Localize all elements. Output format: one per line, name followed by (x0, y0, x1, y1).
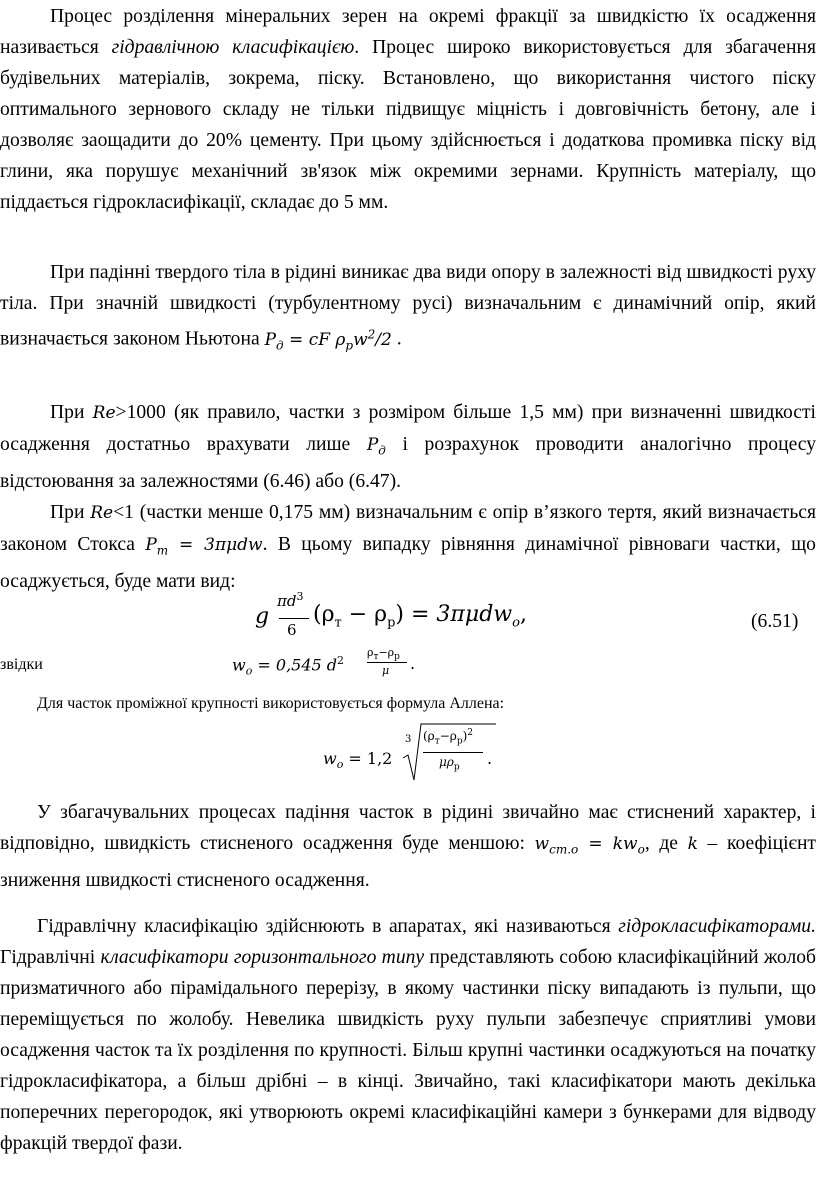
equation-6-51: g $\pi d^3$ 6 $(\rho_т - \rho_р) = 3\pi\mu dw_o$, (255, 590, 527, 639)
label-zvidky: звідки (0, 656, 43, 673)
formula-hindered: $w_{ст.o} = kw_o$ (534, 834, 645, 857)
paragraph-classification-intro: Процес розділення мінеральних зерен на окремі фракції за швидкістю їх осадження називається гідравлічною класифікацією. Процес широко використовується для збагачення будівельних матеріалів, зокрема, піску. Встановлено, що використання чистого піску оптимального зернового складу не тільки підвищує міцність і довговічність бетону, але і дозволяє заощадити до 20% цементу. При цьому здійснюється і додаткова промивка піску від глини, яка порушує механічний зв'язок між окремими зернами. Крупність матеріалу, що піддається гідрокласифікації, складає до 5 мм. (0, 6, 816, 213)
paragraph-hydroclassifiers: Гідравлічну класифікацію здійснюють в апаратах, які називаються гідрокласифікаторами. Гідравлічні класифікатори горизонтального типу представляють собою класифікаційний жолоб призматичного або пірамідального перерізу, в якому частинки піску випадають із пульпи, що переміщується по жолобу. Невелика швидкість руху пульпи забезпечує сприятливі умови осадження часток та їх розділення по крупності. Більш крупні частинки осаджуються на початку гідрокласифікатора, а більш дрібні – в кінці. Звичайно, такі класифікатори мають декілька поперечних перегородок, які утворюють окремі класифікаційні камери з бункерами для відводу фракцій твердої фази. (0, 916, 816, 1154)
formula-newton: $P_д$ = cF $\rho_рw^2/2$ (264, 327, 392, 353)
paragraph-hindered-settling: У збагачувальних процесах падіння часток в рідині звичайно має стиснений характер, і відповідно, швидкість стисненого осадження буде меншою: $w_{ст.o} = kw_o$, де k – коефіцієнт зниження швидкості стисненого осадження. (0, 802, 816, 892)
equation-wo-stokes: $w_o = 0,545$ $d^2$ $\rho_т-\rho_р$ μ . (232, 646, 416, 678)
term-hydraulic-classification: гідравлічною класифікацією (111, 37, 355, 58)
paragraph-resistance: При падінні твердого тіла в рідині виникає два види опору в залежності від швидкості руху тіла. При значній швидкості (турбулентному русі) визначальним є динамічний опір, який визначається законом Ньютона $P_д$ = cF $\rho_рw^2/2$ . (0, 262, 816, 353)
equation-allen: $w_o = 1,2$ 3 $(\rho_т-\rho_р)^2$ $\mu\rho_р$ . (323, 722, 503, 784)
equation-number: (6.51) (751, 611, 799, 632)
formula-stokes: $P_т = 3\pi\mu dw$ (145, 535, 263, 558)
allen-formula-intro: Для часток проміжної крупності використовується формула Аллена: (37, 695, 505, 712)
paragraph-high-re: При Re>1000 (як правило, частки з розміром більше 1,5 мм) при визначенні швидкості осадження достатньо врахувати лише $P_д$ і розрахунок проводити аналогічно процесу відстоювання за залежностями (6.46) або (6.47). (0, 402, 816, 493)
paragraph-low-re: При Re<1 (частки менше 0,175 мм) визначальним є опір в’язкого тертя, який визначається законом Стокса $P_т = 3\pi\mu dw$. В цьому випадку рівняння динамічної рівноваги частки, що осаджується, буде мати вид: (0, 502, 816, 593)
